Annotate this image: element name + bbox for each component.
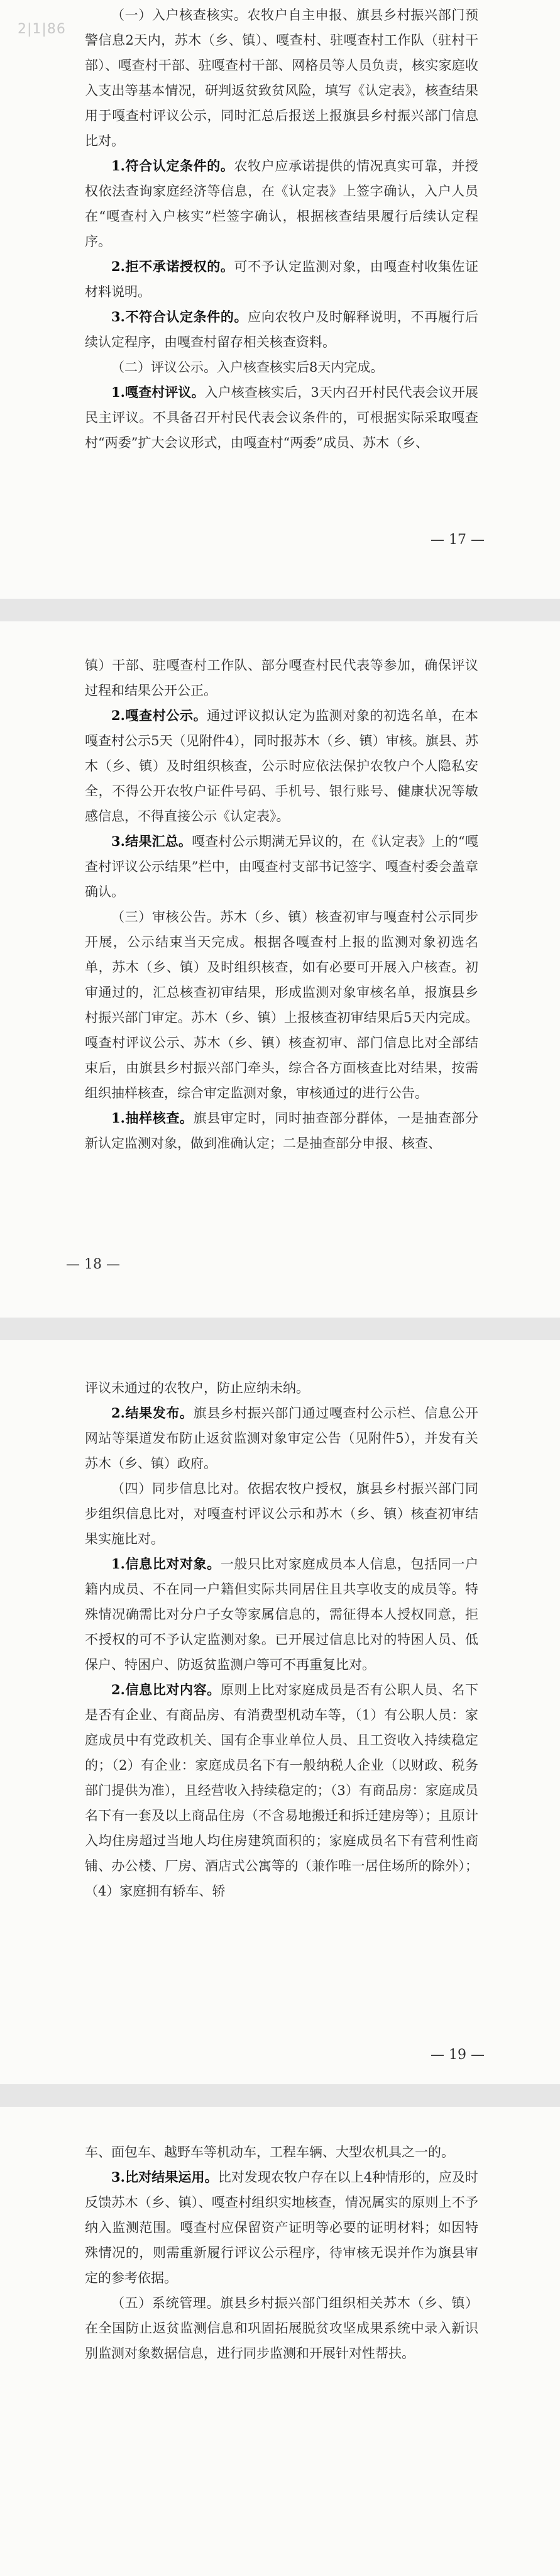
paragraph-text: （四）同步信息比对。依据农牧户授权，旗县乡村振兴部门同步组织信息比对，对嘎查村评议公示和苏木（乡、镇）核查初审结果实施比对。 (85, 1481, 478, 1546)
page-number: — 18 — (66, 1257, 120, 1272)
paragraph (85, 254, 478, 304)
paragraph-lead: 2.结果发布。 (111, 1405, 194, 1421)
page-separator (0, 599, 560, 621)
page-separator (0, 2084, 560, 2107)
paragraph-text: 入户核查核实后，3天内召开村民代表会议开展民主评议。不具备召开村民代表会议条件的，可根据实际采取嘎查村“两委”扩大会议形式，由嘎查村“两委”成员、苏木（乡、 (85, 385, 478, 450)
paragraph-lead: 1.抽样核查。 (111, 1110, 194, 1126)
page-body (85, 2107, 478, 2366)
paragraph-text: 可不予认定监测对象，由嘎查村收集佐证材料说明。 (85, 259, 478, 299)
paragraph (85, 380, 478, 455)
paragraph (85, 355, 478, 380)
paragraph (85, 2140, 478, 2165)
paragraph (85, 703, 478, 829)
paragraph-text: 一般只比对家庭成员本人信息，包括同一户籍内成员、不在同一户籍但实际共同居住且共享收支的成员等。特殊情况确需比对分户子女等家属信息的，需征得本人授权同意，拒不授权的可不予认定监测对象。已开展过信息比对的特困人员、低保户、特困户、防返贫监测户等可不再重复比对。 (85, 1557, 478, 1672)
paragraph-lead: 3.不符合认定条件的。 (111, 309, 248, 325)
paragraph-lead: 2.嘎查村公示。 (111, 708, 207, 723)
page-separator (0, 1318, 560, 1340)
paragraph-text: （一）入户核查核实。农牧户自主申报、旗县乡村振兴部门预警信息2天内，苏木（乡、镇）、嘎查村、驻嘎查村工作队（驻村干部）、嘎查村干部、驻嘎查村干部、网格员等人员负责，核实家庭收入支出等基本情况，研判返贫致贫风险，填写《认定表》，核查结果用于嘎查村评议公示，同时汇总后报送上报旗县乡村振兴部门信息比对。 (85, 8, 478, 148)
paragraph-text: 旗县审定时，同时抽查部分群体，一是抽查部分新认定监测对象，做到准确认定；二是抽查部分申报、核查、 (85, 1111, 478, 1151)
paragraph-text: 旗县乡村振兴部门通过嘎查村公示栏、信息公开网站等渠道发布防止返贫监测对象审定公告（见附件5），并发有关苏木（乡、镇）政府。 (85, 1406, 478, 1471)
page-body (85, 0, 478, 455)
paragraph-text: （三）审核公告。苏木（乡、镇）核查初审与嘎查村公示同步开展，公示结束当天完成。根据各嘎查村上报的监测对象初选名单，苏木（乡、镇）及时组织核查，如有必要可开展入户核查。初审通过的，汇总核查初审结果，形成监测对象审核名单，报旗县乡村振兴部门审定。苏木（乡、镇）上报核查初审结果后5天内完成。嘎查村评议公示、苏木（乡、镇）核查初审、部门信息比对全部结束后，由旗县乡村振兴部门牵头，综合各方面核查比对结果，按需组织抽样核查，综合审定监测对象，审核通过的进行公告。 (85, 909, 478, 1101)
paragraph-text: 嘎查村公示期满无异议的，在《认定表》上的“嘎查村评议公示结果”栏中，由嘎查村支部书记签字、嘎查村委会盖章确认。 (85, 834, 478, 899)
paragraph (85, 153, 478, 254)
paragraph (85, 2165, 478, 2290)
document-page-18 (0, 621, 560, 1318)
paragraph-lead: 3.比对结果运用。 (111, 2169, 218, 2185)
page-number: — 17 — (431, 532, 485, 548)
paragraph-text: 原则上比对家庭成员是否有公职人员、名下是否有企业、有商品房、有消费型机动车等，（1）有公职人员：家庭成员中有党政机关、国有企事业单位人员、且工资收入持续稳定的；（2）有企业：家庭成员名下有一般纳税人企业（以财政、税务部门提供为准），且经营收入持续稳定的；（3）有商品房：家庭成员名下有一套及以上商品住房（不含易地搬迁和拆迁建房等）；且原计入均住房超过当地人均住房建筑面积的；家庭成员名下有营利性商铺、办公楼、厂房、酒店式公寓等的（兼作唯一居住场所的除外）；（4）家庭拥有轿车、轿 (85, 1682, 478, 1899)
paragraph (85, 904, 478, 1106)
document-page-17 (0, 0, 560, 599)
paragraph (85, 653, 478, 703)
paragraph-text: 应向农牧户及时解释说明，不再履行后续认定程序，由嘎查村留存相关核查资料。 (85, 309, 478, 350)
paragraph-lead: 3.结果汇总。 (111, 833, 192, 849)
paragraph (85, 829, 478, 904)
paragraph-lead: 1.符合认定条件的。 (111, 158, 234, 174)
paragraph-text: （二）评议公示。入户核查核实后8天内完成。 (111, 360, 384, 375)
document-page-20 (0, 2107, 560, 2576)
paragraph (85, 3, 478, 153)
page-body (85, 621, 478, 1156)
paragraph (85, 1476, 478, 1552)
paragraph (85, 1552, 478, 1677)
paragraph-lead: 2.拒不承诺授权的。 (111, 258, 234, 274)
paragraph-text: 比对发现农牧户存在以上4种情形的，应及时反馈苏木（乡、镇）、嘎查村组织实地核查，情况属实的原则上不予纳入监测范围。嘎查村应保留资产证明等必要的证明材料；如因特殊情况的，则需重新履行评议公示程序，待审核无误并作为旗县审定的参考依据。 (85, 2170, 478, 2285)
paragraph-text: 农牧户应承诺提供的情况真实可靠，并授权依法查询家庭经济等信息，在《认定表》上签字确认，入户人员在“嘎查村入户核实”栏签字确认，根据核查结果履行后续认定程序。 (85, 158, 478, 249)
page-body (85, 1340, 478, 1904)
paragraph (85, 304, 478, 355)
paragraph (85, 1375, 478, 1401)
paragraph-lead: 1.嘎查村评议。 (111, 384, 205, 400)
watermark-stamp: 2|1|86 (18, 21, 66, 37)
paragraph-text: 评议未通过的农牧户，防止应纳未纳。 (85, 1380, 309, 1396)
paragraph-text: 车、面包车、越野车等机动车，工程车辆、大型农机具之一的。 (85, 2145, 454, 2160)
paragraph-text: （五）系统管理。旗县乡村振兴部门组织相关苏木（乡、镇）在全国防止返贫监测信息和巩固拓展脱贫攻坚成果系统中录入新识别监测对象数据信息，进行同步监测和开展针对性帮扶。 (85, 2296, 478, 2361)
document-page-19 (0, 1340, 560, 2084)
paragraph-text: 通过评议拟认定为监测对象的初选名单，在本嘎查村公示5天（见附件4），同时报苏木（乡、镇）审核。旗县、苏木（乡、镇）及时组织核查，公示时应依法保护农牧户个人隐私安全，不得公开农牧户证件号码、手机号、银行账号、健康状况等敏感信息，不得直接公示《认定表》。 (85, 708, 478, 824)
page-number: — 19 — (431, 2047, 485, 2063)
paragraph-lead: 1.信息比对对象。 (111, 1556, 221, 1572)
paragraph (85, 1106, 478, 1156)
paragraph (85, 1401, 478, 1476)
paragraph (85, 1677, 478, 1904)
paragraph-lead: 2.信息比对内容。 (111, 1682, 221, 1697)
paragraph (85, 2290, 478, 2366)
paragraph-text: 镇）干部、驻嘎查村工作队、部分嘎查村民代表等参加，确保评议过程和结果公开公正。 (85, 658, 478, 698)
